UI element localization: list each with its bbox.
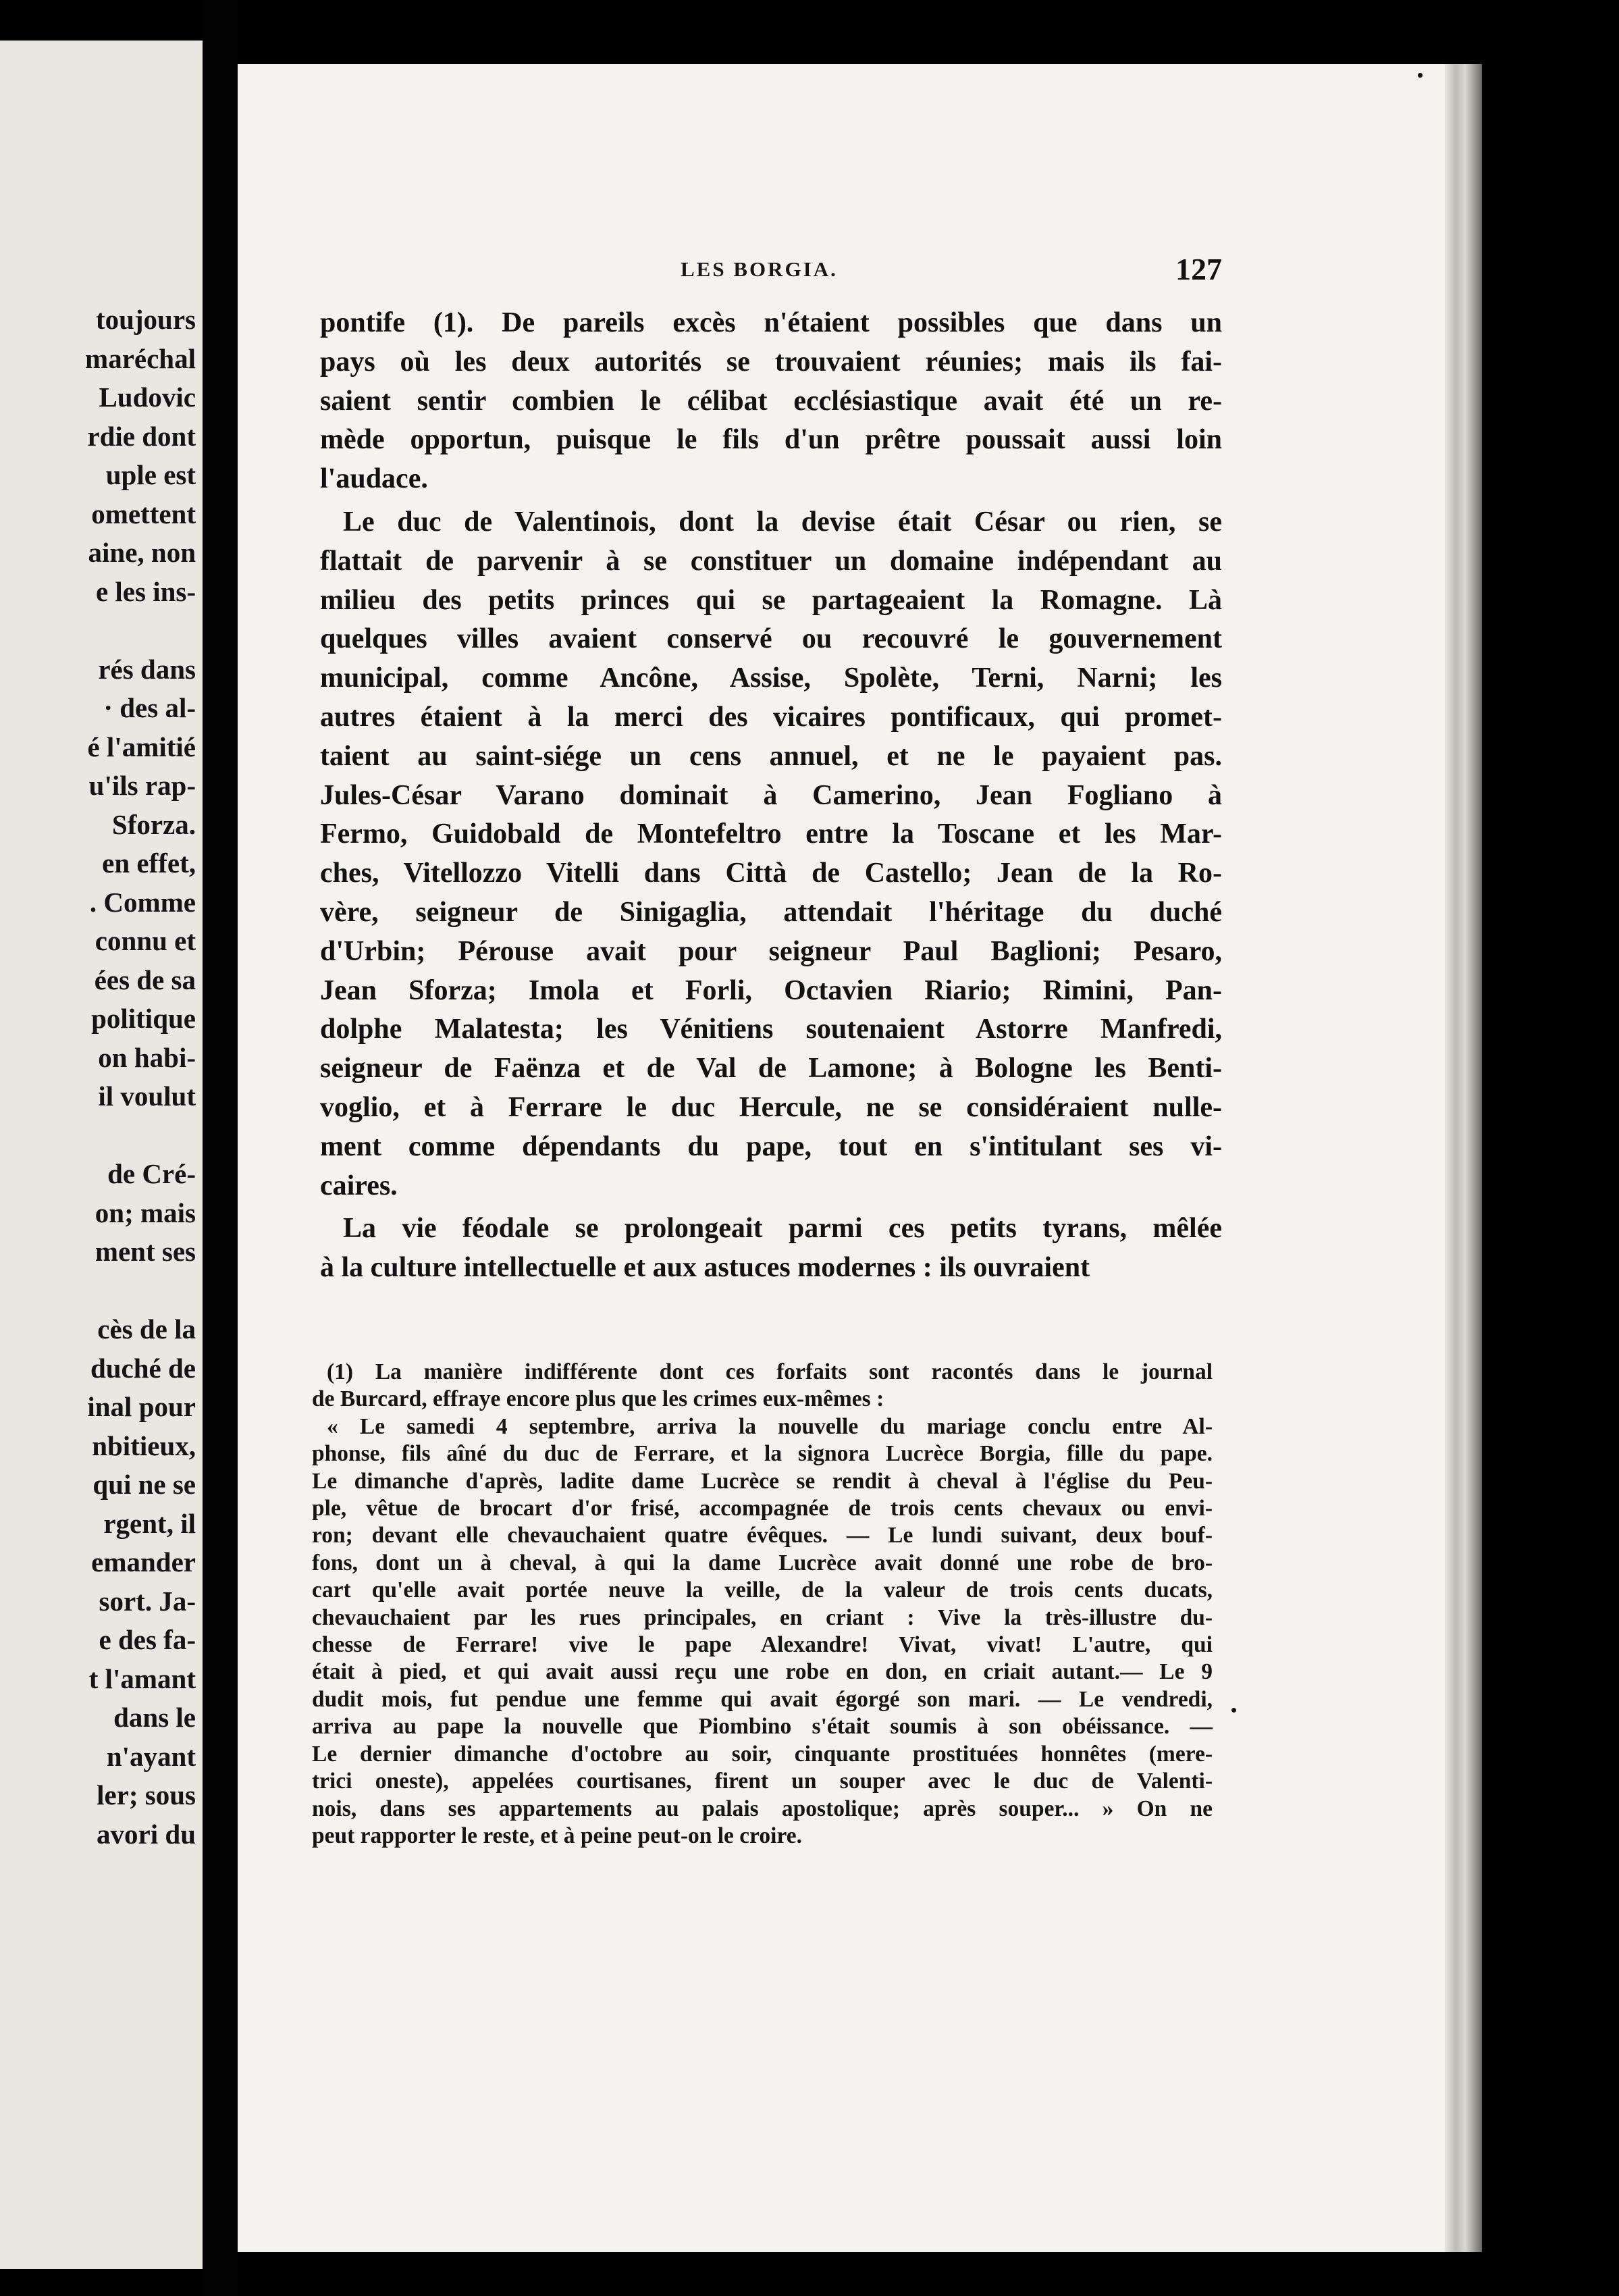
text-line: caires. (320, 1170, 398, 1201)
footnote-line: ple, vêtue de brocart d'or frisé, accompagnée de trois cents chevaux ou envi- (312, 1496, 1213, 1521)
facing-page-line (0, 611, 196, 650)
facing-page-line: rdie dont (87, 420, 196, 452)
facing-page-line: rgent, il (103, 1507, 196, 1539)
text-line: milieu des petits princes qui se partageaient la Romagne. Là (320, 584, 1222, 616)
footnote-line: Le dernier dimanche d'octobre au soir, cinquante prostituées honnêtes (mere- (312, 1741, 1213, 1767)
facing-page-line: emander (91, 1546, 196, 1577)
footnote-line: peut rapporter le reste, et à peine peut-on le croire. (312, 1823, 802, 1848)
text-line: taient au saint-siége un cens annuel, et ne le payaient pas. (320, 740, 1222, 772)
facing-page-line: e les ins- (95, 575, 196, 607)
facing-page-line: rés dans (98, 653, 196, 685)
facing-page-line: qui ne se (92, 1469, 196, 1500)
text-line: l'audace. (320, 463, 428, 495)
footnote-line: était à pied, et qui avait aussi reçu une robe en don, en criait autant.— Le 9 (312, 1659, 1213, 1685)
facing-page-line: aine, non (88, 537, 196, 568)
facing-page-fragment (0, 41, 203, 2269)
running-head: LES BORGIA. (681, 257, 838, 281)
text-line: seigneur de Faënza et de Val de Lamone; à Bologne les Benti- (320, 1053, 1222, 1085)
text-line: La vie féodale se prolongeait parmi ces petits tyrans, mêlée (343, 1213, 1222, 1245)
facing-page-line: dans le (113, 1702, 196, 1733)
text-line: vère, seigneur de Sinigaglia, attendait l'héritage du duché (320, 896, 1222, 928)
footnote-line: Le dimanche d'après, ladite dame Lucrèce se rendit à cheval à l'église du Peu- (312, 1468, 1213, 1494)
ink-speck (1418, 73, 1423, 78)
footnote (312, 1359, 1213, 1850)
text-line: Le duc de Valentinois, dont la devise était César ou rien, se (343, 506, 1222, 538)
footnote-line: chesse de Ferrare! vive le pape Alexandre! Vivat, vivat! L'autre, qui (312, 1632, 1213, 1658)
text-line: ches, Vitellozzo Vitelli dans Città de Castello; Jean de la Ro- (320, 858, 1222, 889)
facing-page-line: uple est (105, 459, 196, 490)
facing-page-line: duché de (90, 1352, 196, 1384)
footnote-line: phonse, fils aîné du duc de Ferrare, et la signora Lucrèce Borgia, fille du pape. (312, 1441, 1213, 1467)
facing-page-line: t l'amant (88, 1663, 196, 1694)
footnote-line: cart qu'elle avait portée neuve la veille, de la valeur de trois cents ducats, (312, 1577, 1213, 1603)
main-text (320, 304, 1222, 1288)
facing-page-line: toujours (95, 304, 196, 335)
facing-page-line: de Cré- (107, 1158, 196, 1189)
facing-page-line: n'ayant (106, 1740, 196, 1772)
book-gutter-shadow (203, 0, 238, 2296)
facing-page-line (0, 1116, 196, 1155)
footnote-line: trici oneste), appelées courtisanes, firent un souper avec le duc de Valenti- (312, 1769, 1213, 1794)
facing-page-line: · des al- (103, 692, 196, 723)
footnote-line: de Burcard, effraye encore plus que les crimes eux-mêmes : (312, 1386, 884, 1412)
facing-page-line: . Comme (89, 886, 196, 918)
facing-page-line: on; mais (95, 1197, 196, 1228)
footnote-line: dudit mois, fut pendue une femme qui avait égorgé son mari. — Le vendredi, (312, 1686, 1213, 1712)
facing-page-line: u'ils rap- (88, 770, 196, 801)
text-line: mède opportun, puisque le fils d'un prêtre poussait aussi loin (320, 424, 1222, 456)
facing-page-line: politique (91, 1003, 196, 1034)
facing-page-line: en effet, (102, 847, 196, 879)
facing-page-line: ment ses (95, 1236, 196, 1267)
facing-page-line: ler; sous (97, 1779, 196, 1810)
text-line: Jules-César Varano dominait à Camerino, Jean Fogliano à (320, 779, 1222, 811)
text-line: flattait de parvenir à se constituer un domaine indépendant au (320, 545, 1222, 577)
facing-page-line: sort. Ja- (99, 1585, 196, 1617)
text-line: d'Urbin; Pérouse avait pour seigneur Paul Baglioni; Pesaro, (320, 935, 1222, 967)
page-number: 127 (1175, 252, 1222, 286)
facing-page-line: avori du (97, 1818, 196, 1850)
text-line: ment comme dépendants du pape, tout en s'intitulant ses vi- (320, 1130, 1222, 1162)
text-line: quelques villes avaient conservé ou recouvré le gouvernement (320, 623, 1222, 655)
text-line: à la culture intellectuelle et aux astuces modernes : ils ouvraient (320, 1252, 1090, 1284)
text-line: municipal, comme Ancône, Assise, Spolète, Terni, Narni; les (320, 662, 1222, 694)
page-stack-edge (1445, 64, 1482, 2252)
text-line: pays où les deux autorités se trouvaient réunies; mais ils fai- (320, 346, 1222, 377)
footnote-line: (1) La manière indifférente dont ces forfaits sont racontés dans le journal (327, 1359, 1213, 1384)
facing-page-line: ées de sa (94, 964, 196, 995)
facing-page-text (0, 301, 196, 1854)
facing-page-line: connu et (95, 925, 196, 956)
text-line: voglio, et à Ferrare le duc Hercule, ne se considéraient nulle- (320, 1091, 1222, 1123)
facing-page-line: on habi- (98, 1041, 196, 1073)
facing-page-line (0, 1272, 196, 1311)
footnote-line: ron; devant elle chevauchaient quatre évêques. — Le lundi suivant, deux bouf- (312, 1523, 1213, 1548)
facing-page-line: é l'amitié (87, 731, 196, 762)
text-line: pontife (1). De pareils excès n'étaient possibles que dans un (320, 307, 1222, 338)
facing-page-line: Ludovic (99, 382, 196, 413)
footnote-line: nois, dans ses appartements au palais apostolique; après souper... » On ne (312, 1796, 1213, 1821)
text-line: Jean Sforza; Imola et Forli, Octavien Riario; Rimini, Pan- (320, 974, 1222, 1006)
footnote-line: fons, dont un à cheval, à qui la dame Lucrèce avait donné une robe de bro- (312, 1550, 1213, 1575)
text-line: saient sentir combien le célibat ecclésiastique avait été un re- (320, 385, 1222, 417)
facing-page-line: e des fa- (99, 1624, 196, 1655)
facing-page-line: omettent (91, 498, 196, 529)
text-line: autres étaient à la merci des vicaires pontificaux, qui promet- (320, 701, 1222, 733)
footnote-line: chevauchaient par les rues principales, en criant : Vive la très-illustre du- (312, 1604, 1213, 1630)
footnote-line: « Le samedi 4 septembre, arriva la nouvelle du mariage conclu entre Al- (327, 1413, 1213, 1439)
facing-page-line: inal pour (87, 1391, 196, 1422)
facing-page-line: maréchal (85, 342, 196, 374)
facing-page-line: nbitieux, (92, 1430, 196, 1461)
text-line: Fermo, Guidobald de Montefeltro entre la Toscane et les Mar- (320, 818, 1222, 850)
ink-speck (1231, 1708, 1236, 1713)
facing-page-line: cès de la (97, 1313, 196, 1345)
text-line: dolphe Malatesta; les Vénitiens soutenaient Astorre Manfredi, (320, 1014, 1222, 1045)
footnote-line: arriva au pape la nouvelle que Piombino s'était soumis à son obéissance. — (312, 1714, 1213, 1740)
facing-page-line: il voulut (98, 1080, 196, 1112)
facing-page-line: Sforza. (111, 808, 196, 840)
